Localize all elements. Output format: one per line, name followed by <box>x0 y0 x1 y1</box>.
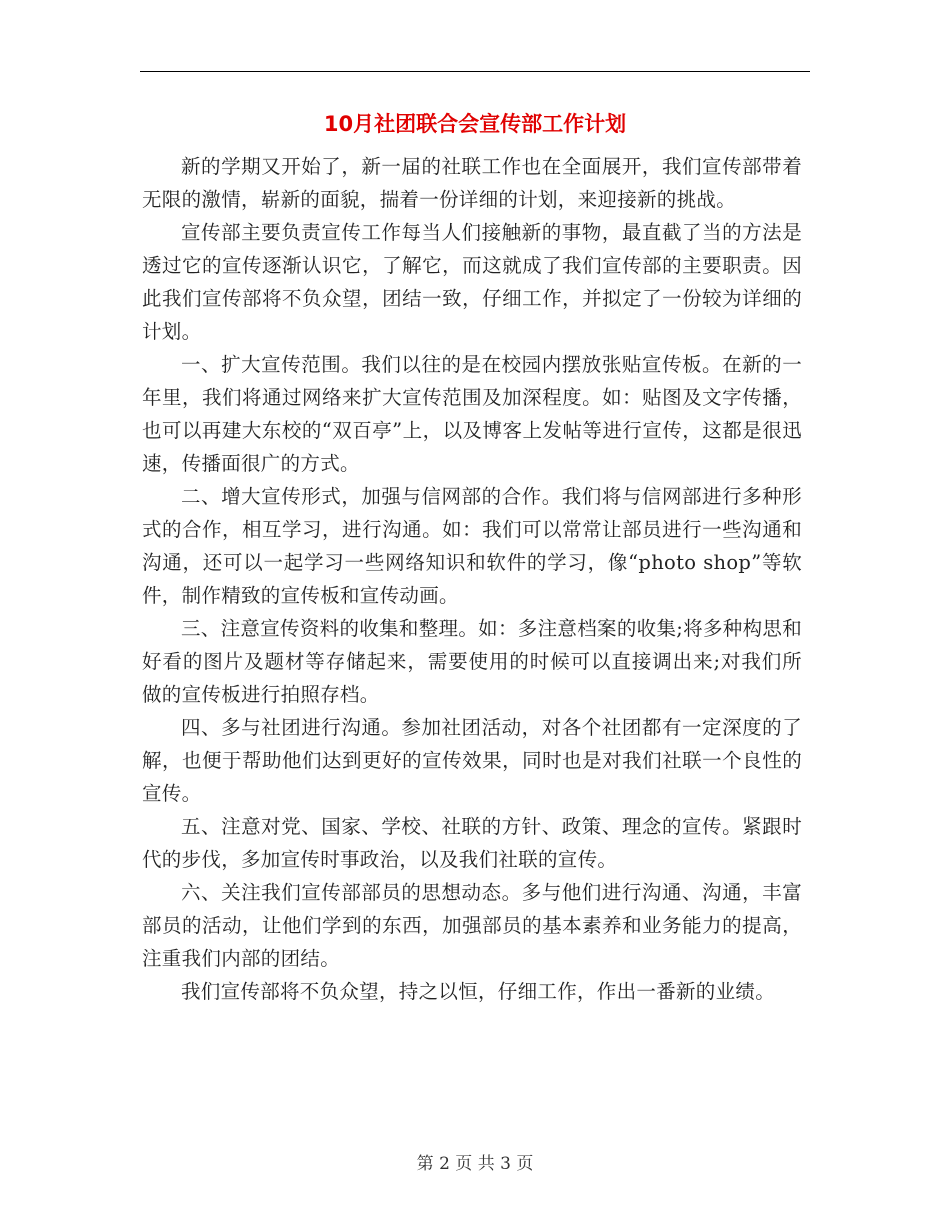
paragraph-closing: 我们宣传部将不负众望，持之以恒，仔细工作，作出一番新的业绩。 <box>181 980 776 1003</box>
paragraph-intro: 新的学期又开始了，新一届的社联工作也在全面展开，我们宣传部带着无限的激情，崭新的面貌，揣着一份详细的计划，来迎接新的挑战。 <box>142 155 802 211</box>
paragraph-item-1: 一、扩大宣传范围。我们以往的是在校园内摆放张贴宣传板。在新的一年里，我们将通过网络来扩大宣传范围及加深程度。如：贴图及文字传播，也可以再建大东校的“双百亭”上，以及博客上发帖等进行宣传，这都是很迅速，传播面很广的方式。 <box>142 353 802 475</box>
page-number-footer: 第 2 页 共 3 页 <box>416 1154 534 1174</box>
paragraph-item-2: 二、增大宣传形式，加强与信网部的合作。我们将与信网部进行多种形式的合作，相互学习，进行沟通。如：我们可以常常让部员进行一些沟通和沟通，还可以一起学习一些网络知识和软件的学习，像“photo shop”等软件，制作精致的宣传板和宣传动画。 <box>142 485 802 607</box>
paragraph-duties: 宣传部主要负责宣传工作每当人们接触新的事物，最直截了当的方法是透过它的宣传逐渐认识它，了解它，而这就成了我们宣传部的主要职责。因此我们宣传部将不负众望，团结一致，仔细工作，并拟定了一份较为详细的计划。 <box>142 221 802 343</box>
paragraph-item-4: 四、多与社团进行沟通。参加社团活动，对各个社团都有一定深度的了解，也便于帮助他们达到更好的宣传效果，同时也是对我们社联一个良性的宣传。 <box>142 716 802 805</box>
paragraph-item-3: 三、注意宣传资料的收集和整理。如：多注意档案的收集;将多种构思和好看的图片及题材等存储起来，需要使用的时候可以直接调出来;对我们所做的宣传板进行拍照存档。 <box>142 617 802 706</box>
document-body <box>142 150 802 1008</box>
paragraph-item-6: 六、关注我们宣传部部员的思想动态。多与他们进行沟通、沟通，丰富部员的活动，让他们学到的东西，加强部员的基本素养和业务能力的提高，注重我们内部的团结。 <box>142 881 802 970</box>
header-rule <box>140 71 810 72</box>
document-title: 10月社团联合会宣传部工作计划 <box>323 112 627 136</box>
paragraph-item-5: 五、注意对党、国家、学校、社联的方针、政策、理念的宣传。紧跟时代的步伐，多加宣传时事政治，以及我们社联的宣传。 <box>142 815 802 871</box>
